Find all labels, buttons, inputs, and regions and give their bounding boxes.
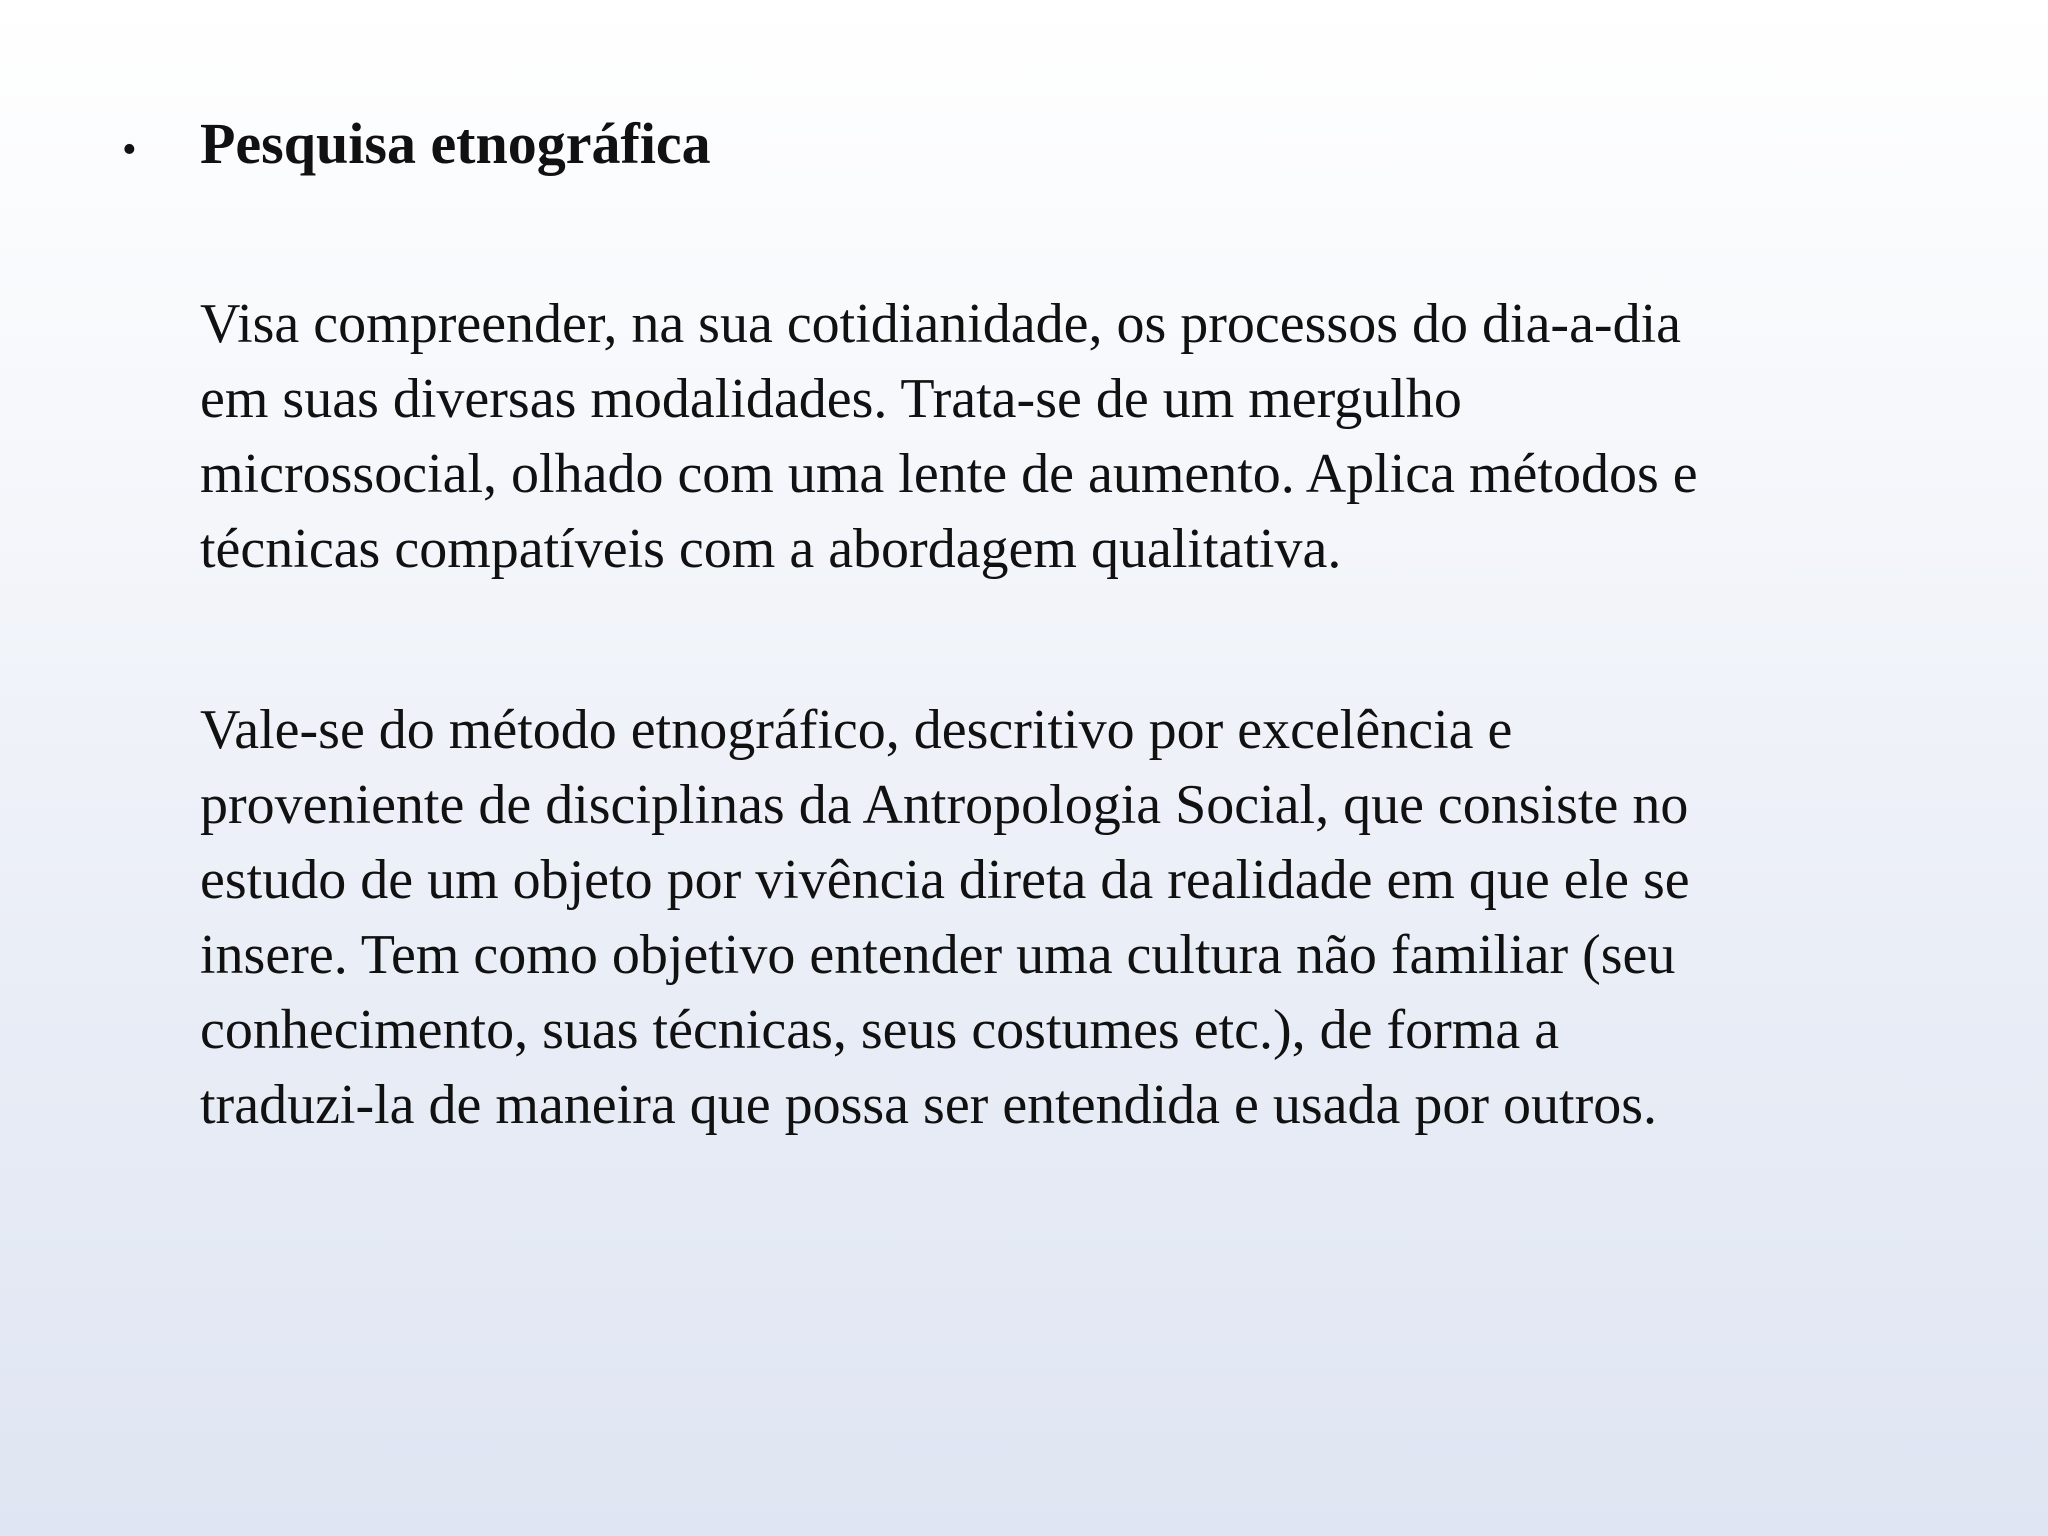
paragraph-line: microssocial, olhado com uma lente de aumento. Aplica métodos e xyxy=(200,443,1698,505)
slide-heading: Pesquisa etnográfica xyxy=(200,111,711,176)
paragraph-line: estudo de um objeto por vivência direta da realidade em que ele se xyxy=(200,849,1690,911)
paragraph-line: conhecimento, suas técnicas, seus costumes etc.), de forma a xyxy=(200,999,1560,1061)
paragraph-1 xyxy=(200,287,1980,587)
paragraph-2 xyxy=(200,693,1980,1143)
paragraph-line: proveniente de disciplinas da Antropologia Social, que consiste no xyxy=(200,774,1689,836)
paragraph-line: traduzi-la de maneira que possa ser entendida e usada por outros. xyxy=(200,1074,1658,1136)
paragraph-line: insere. Tem como objetivo entender uma cultura não familiar (seu xyxy=(200,924,1676,986)
paragraph-line: Vale-se do método etnográfico, descritivo por excelência e xyxy=(200,699,1513,761)
paragraph-line: Visa compreender, na sua cotidianidade, os processos do dia-a-dia xyxy=(200,293,1681,355)
bullet-item xyxy=(122,108,711,186)
paragraph-line: em suas diversas modalidades. Trata-se de um mergulho xyxy=(200,368,1462,430)
bullet-icon: • xyxy=(122,127,137,173)
paragraph-line: técnicas compatíveis com a abordagem qualitativa. xyxy=(200,518,1342,580)
